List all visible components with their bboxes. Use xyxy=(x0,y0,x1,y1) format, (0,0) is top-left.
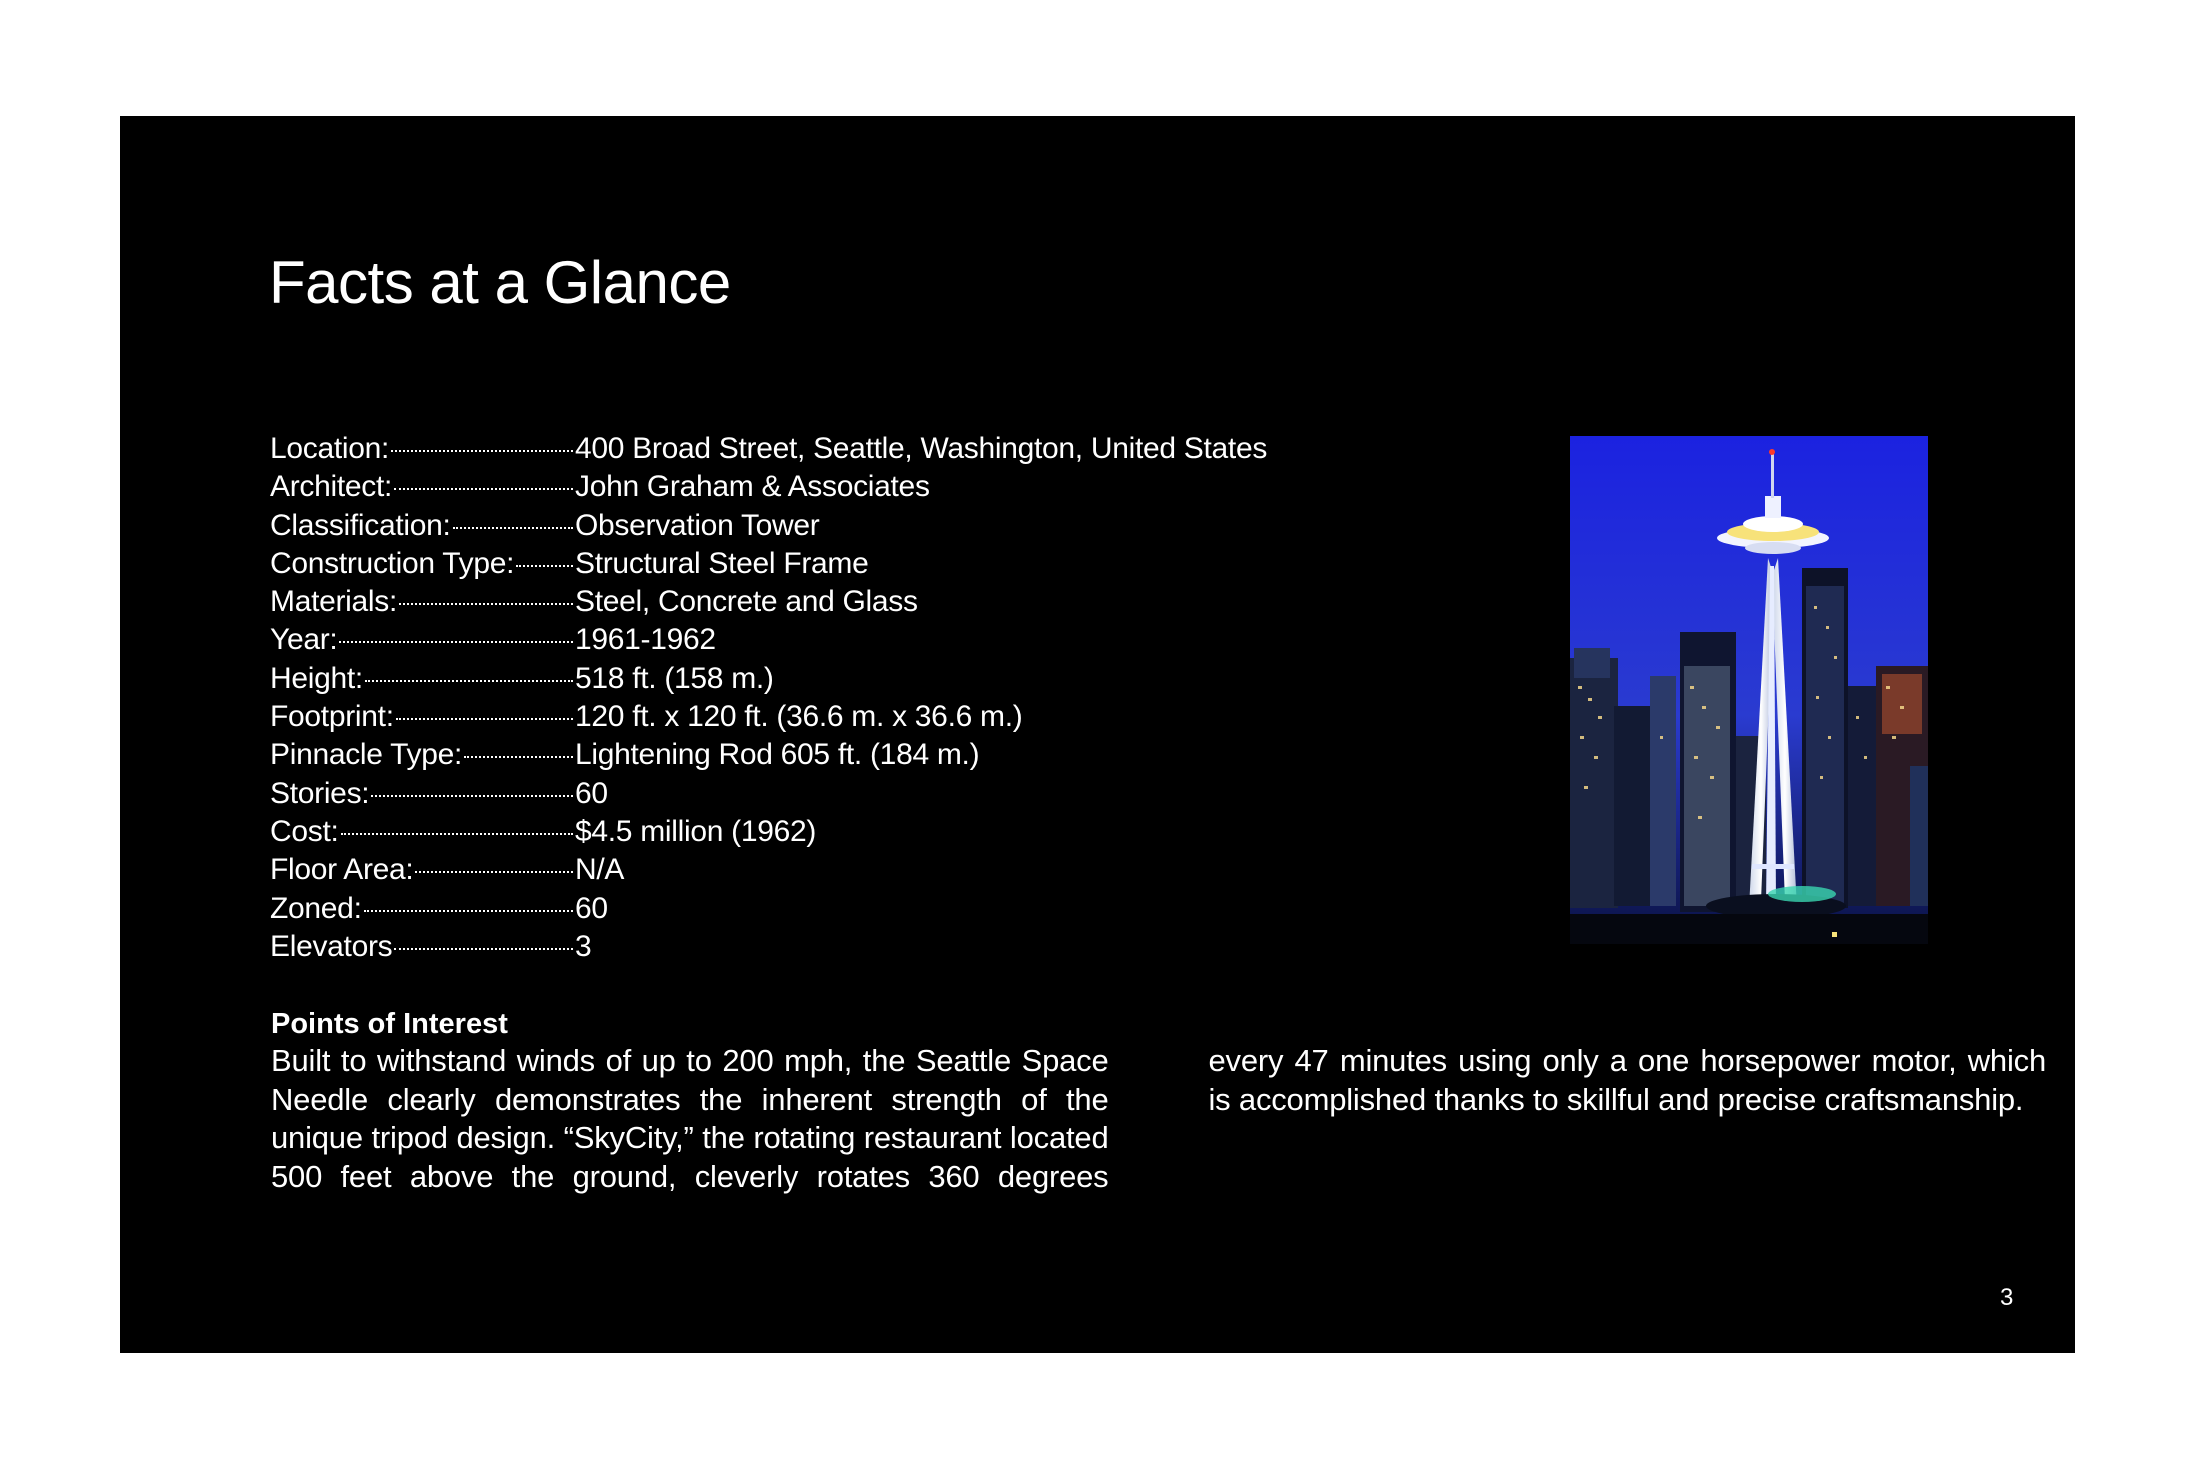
fact-row xyxy=(270,545,1370,583)
fact-value: N/A xyxy=(575,853,625,887)
fact-value: 1961-1962 xyxy=(575,623,716,657)
fact-value: 60 xyxy=(575,776,608,810)
fact-value: 60 xyxy=(575,891,608,925)
fact-row xyxy=(270,583,1370,621)
fact-label: Floor Area: xyxy=(270,853,414,887)
fact-value: Observation Tower xyxy=(575,508,820,542)
fact-row xyxy=(270,660,1370,698)
fact-label: Zoned: xyxy=(270,891,362,925)
fact-label: Pinnacle Type: xyxy=(270,738,463,772)
fact-value: Structural Steel Frame xyxy=(575,546,869,580)
fact-label: Location: xyxy=(270,432,390,465)
dot-leader xyxy=(339,641,573,643)
slide-title: Facts at a Glance xyxy=(269,249,731,316)
dot-leader xyxy=(364,910,573,912)
fact-row xyxy=(270,507,1370,545)
fact-label: Materials: xyxy=(270,585,398,619)
fact-row xyxy=(270,813,1370,851)
facts-list xyxy=(270,430,1370,966)
dot-leader xyxy=(365,680,573,682)
dot-leader xyxy=(396,718,573,720)
dot-leader xyxy=(415,871,573,873)
fact-label: Stories: xyxy=(270,776,370,810)
dot-leader xyxy=(341,833,573,835)
fact-row xyxy=(270,621,1370,659)
space-needle-night-photo-icon xyxy=(1570,436,1928,944)
fact-row xyxy=(270,890,1370,928)
dot-leader xyxy=(516,565,573,567)
fact-row xyxy=(270,430,1370,468)
fact-label: Construction Type: xyxy=(270,546,515,580)
fact-row xyxy=(270,698,1370,736)
dot-leader xyxy=(464,756,573,758)
fact-value: John Graham & Associates xyxy=(575,470,930,504)
slide xyxy=(120,116,2075,1353)
fact-label: Year: xyxy=(270,623,338,657)
page-number: 3 xyxy=(2000,1284,2014,1311)
fact-value: 3 xyxy=(575,929,592,963)
fact-label: Cost: xyxy=(270,814,339,848)
fact-row xyxy=(270,736,1370,774)
fact-value: $4.5 million (1962) xyxy=(575,814,817,848)
fact-label: Footprint: xyxy=(270,700,394,734)
dot-leader xyxy=(399,603,573,605)
fact-value: Steel, Concrete and Glass xyxy=(575,585,918,619)
fact-row xyxy=(270,851,1370,889)
fact-label: Architect: xyxy=(270,470,393,504)
fact-label: Elevators xyxy=(270,929,393,963)
points-of-interest-heading: Points of Interest xyxy=(271,1008,508,1040)
dot-leader xyxy=(394,948,573,950)
dot-leader xyxy=(371,795,573,797)
fact-label: Height: xyxy=(270,661,363,695)
fact-value: 518 ft. (158 m.) xyxy=(575,661,774,695)
fact-value: Lightening Rod 605 ft. (184 m.) xyxy=(575,738,980,772)
dot-leader xyxy=(453,527,573,529)
fact-value: 120 ft. x 120 ft. (36.6 m. x 36.6 m.) xyxy=(575,700,1023,734)
fact-label: Classification: xyxy=(270,508,451,542)
fact-row xyxy=(270,468,1370,506)
fact-value: 400 Broad Street, Seattle, Washington, United States xyxy=(575,432,1268,465)
dot-leader xyxy=(394,488,573,490)
fact-row xyxy=(270,928,1370,966)
fact-row xyxy=(270,775,1370,813)
points-of-interest-text: Built to withstand winds of up to 200 mph, the Seattle Space Needle clearly demonstrates the inherent strength of the unique tripod design. “SkyCity,” the rotating restaurant located 500 feet above the ground, cleverly rotates 360 degrees every 47 minutes using only a one horsepower motor, which is accomplished thanks to skillful and precise craftsmanship. xyxy=(271,1043,2046,1194)
space-needle-photo xyxy=(1570,436,1928,944)
dot-leader xyxy=(391,450,573,452)
points-of-interest-body xyxy=(271,1042,2046,1202)
